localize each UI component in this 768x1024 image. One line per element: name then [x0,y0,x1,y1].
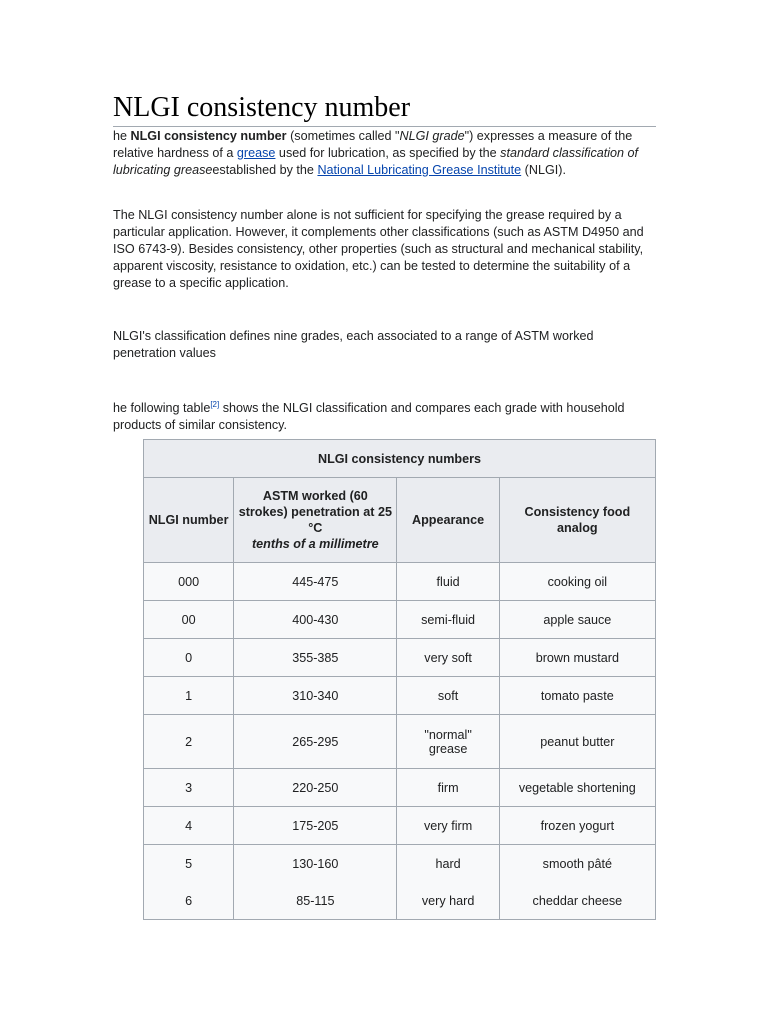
cell-astm: 220-250 [234,769,397,807]
header-food-analog: Consistency food analog [499,478,655,563]
cell-astm: 310-340 [234,677,397,715]
intro-italic-term: NLGI grade [399,129,465,143]
table-row [144,845,656,883]
table-row [144,882,656,920]
cell-appearance: fluid [397,563,499,601]
intro-text: ") expresses a measure of the relative hardness of a [113,129,633,160]
cell-nlgi: 6 [144,882,234,920]
header-astm-text: ASTM worked (60 strokes) penetration at 25 °C [238,489,392,535]
cell-appearance: semi-fluid [397,601,499,639]
header-astm-unit: tenths of a millimetre [251,537,379,551]
nlgi-table [143,439,656,920]
cell-astm: 130-160 [234,845,397,883]
intro-text: (NLGI). [521,163,566,177]
table-row [144,715,656,769]
header-nlgi-number: NLGI number [144,478,234,563]
grease-link[interactable]: grease [236,146,276,160]
table-row [144,769,656,807]
cell-food: apple sauce [499,601,655,639]
cell-appearance: firm [397,769,499,807]
intro-text: used for lubrication, as specified by the [275,146,501,160]
cell-food: brown mustard [499,639,655,677]
para4-text: shows the NLGI classification and compares each grade with household products of similar consistency. [113,401,625,432]
cell-astm: 445-475 [234,563,397,601]
intro-text: (sometimes called " [286,129,400,143]
cell-astm: 355-385 [234,639,397,677]
cell-nlgi: 00 [144,601,234,639]
cell-astm: 400-430 [234,601,397,639]
table-row [144,807,656,845]
cell-appearance: soft [397,677,499,715]
cell-nlgi: 2 [144,715,234,769]
cell-nlgi: 000 [144,563,234,601]
page-title: NLGI consistency number [113,91,656,127]
cell-food: tomato paste [499,677,655,715]
cell-food: cheddar cheese [499,882,655,920]
cell-food: cooking oil [499,563,655,601]
table-row [144,601,656,639]
cell-appearance: hard [397,845,499,883]
para4-text: he following table [113,401,211,415]
table-row [144,563,656,601]
cell-food: peanut butter [499,715,655,769]
reference-link[interactable]: [2] [210,399,220,409]
cell-food: frozen yogurt [499,807,655,845]
intro-text: he [113,129,131,143]
cell-astm: 265-295 [234,715,397,769]
intro-paragraph [113,128,656,179]
cell-nlgi: 3 [144,769,234,807]
cell-nlgi: 1 [144,677,234,715]
table-row [144,677,656,715]
cell-appearance: very firm [397,807,499,845]
header-astm [234,478,397,563]
cell-nlgi: 0 [144,639,234,677]
cell-appearance: very hard [397,882,499,920]
cell-food: smooth pâté [499,845,655,883]
table-row [144,639,656,677]
cell-astm: 175-205 [234,807,397,845]
cell-food: vegetable shortening [499,769,655,807]
header-appearance: Appearance [397,478,499,563]
nlgi-link[interactable]: National Lubricating Grease Institute [317,163,522,177]
cell-astm: 85-115 [234,882,397,920]
cell-nlgi: 4 [144,807,234,845]
table-caption: NLGI consistency numbers [144,440,656,478]
cell-appearance: "normal" grease [397,715,499,769]
paragraph-classifications: The NLGI consistency number alone is not sufficient for specifying the grease required by a particular application. However, it complements other classifications (such as ASTM D4950 and ISO 6743-9). Besides consistency, other properties (such as structural and mechanical stability, apparent viscosity, resistance to oxidation, etc.) can be tested to determine the suitability of a grease to a specific application. [113,208,644,290]
intro-text: established by the [212,163,318,177]
cell-appearance: very soft [397,639,499,677]
intro-italic-standard: standard classification of lubricating grease [113,146,639,177]
cell-nlgi: 5 [144,845,234,883]
paragraph-table-intro [113,400,656,434]
intro-bold-term: NLGI consistency number [130,129,287,143]
paragraph-grades: NLGI's classification defines nine grades, each associated to a range of ASTM worked penetration values [113,329,594,360]
